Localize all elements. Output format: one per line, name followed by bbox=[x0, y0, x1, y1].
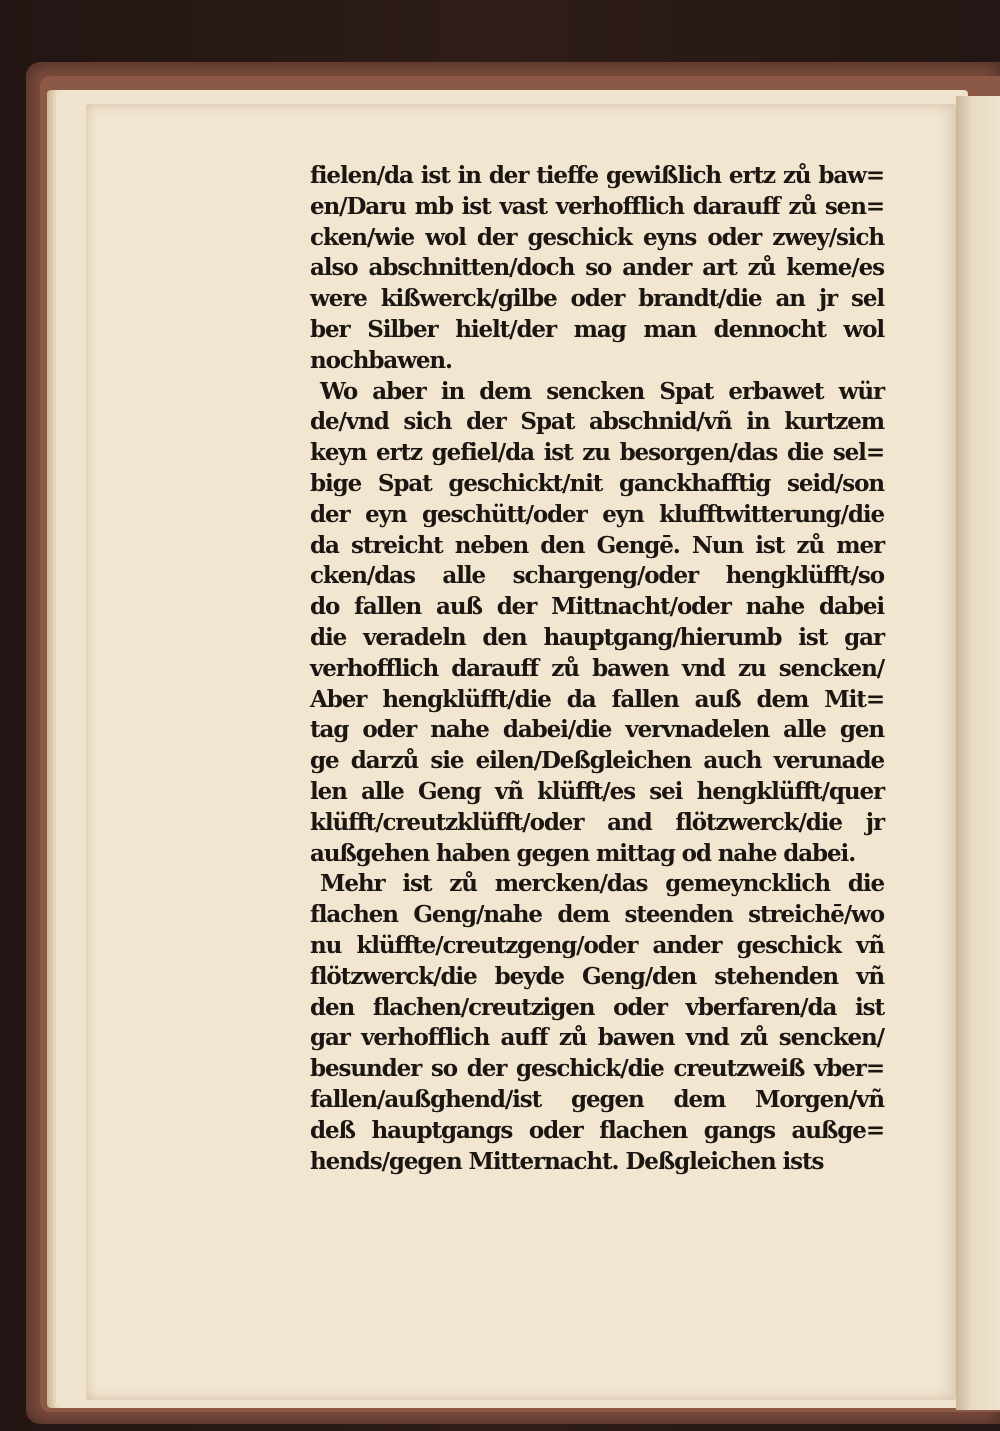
text-line: were kißwerck/gilbe oder brandt/die an jr sel bbox=[310, 285, 884, 313]
text-line: cken/wie wol der geschick eyns oder zwey/sich bbox=[310, 223, 884, 251]
text-line: gar verhofflich auff zů bawen vnd zů sencken/ bbox=[310, 1024, 884, 1052]
text-line: bige Spat geschickt/nit ganckhafftig seid/son bbox=[310, 469, 884, 497]
text-line: keyn ertz gefiel/da ist zu besorgen/das die sel= bbox=[310, 439, 884, 467]
text-line: fielen/da ist in der tieffe gewißlich ertz zů baw= bbox=[310, 162, 884, 189]
text-line: also abschnitten/doch so ander art zů keme/es bbox=[310, 254, 884, 282]
text-line: außgehen haben gegen mittag od nahe dabei. bbox=[310, 839, 856, 867]
text-line: en/Daru mb ist vast verhofflich darauff zů sen= bbox=[310, 192, 884, 220]
text-line: Aber hengklüfft/die da fallen auß dem Mit= bbox=[310, 685, 884, 713]
text-line: deß hauptgangs oder flachen gangs außge= bbox=[310, 1116, 884, 1144]
text-line: da streicht neben den Gengē. Nun ist zů mer bbox=[310, 531, 884, 559]
text-line: hends/gegen Mitternacht. Deßgleichen ists bbox=[310, 1147, 824, 1175]
text-line: ge darzů sie eilen/Deßgleichen auch verunade bbox=[310, 747, 884, 775]
text-line: klüfft/creutzklüfft/oder and flötzwerck/die jr bbox=[310, 808, 884, 836]
text-line: nu klüffte/creutzgeng/oder ander geschick vñ bbox=[310, 931, 884, 959]
facing-page-gutter bbox=[956, 96, 1000, 1410]
text-line: besunder so der geschick/die creutzweiß vber= bbox=[310, 1055, 884, 1083]
text-line: ber Silber hielt/der mag man dennocht wol bbox=[310, 315, 884, 343]
text-line: cken/das alle schargeng/oder hengklüfft/so bbox=[310, 562, 884, 590]
text-line: der eyn geschütt/oder eyn klufftwitterung/die bbox=[310, 500, 884, 528]
text-line: Mehr ist zů mercken/das gemeyncklich die bbox=[320, 870, 884, 898]
text-line: Wo aber in dem sencken Spat erbawet wür bbox=[320, 377, 884, 405]
text-line: tag oder nahe dabei/die vervnadelen alle gen bbox=[310, 716, 884, 744]
text-line: nochbawen. bbox=[310, 346, 452, 374]
text-line: do fallen auß der Mittnacht/oder nahe dabei bbox=[310, 593, 884, 621]
text-line: len alle Geng vñ klüfft/es sei hengklüfft/quer bbox=[310, 777, 884, 805]
text-block bbox=[310, 161, 884, 1177]
text-line: den flachen/creutzigen oder vberfaren/da ist bbox=[310, 993, 884, 1021]
text-line: flachen Geng/nahe dem steenden streichē/wo bbox=[310, 901, 884, 929]
text-line: de/vnd sich der Spat abschnid/vñ in kurtzem bbox=[310, 408, 884, 436]
text-line: die veradeln den hauptgang/hierumb ist gar bbox=[310, 623, 884, 651]
text-line: fallen/außghend/ist gegen dem Morgen/vñ bbox=[310, 1085, 884, 1113]
text-line: flötzwerck/die beyde Geng/den stehenden vñ bbox=[310, 962, 884, 990]
text-line: verhofflich darauff zů bawen vnd zu sencken/ bbox=[310, 654, 884, 682]
